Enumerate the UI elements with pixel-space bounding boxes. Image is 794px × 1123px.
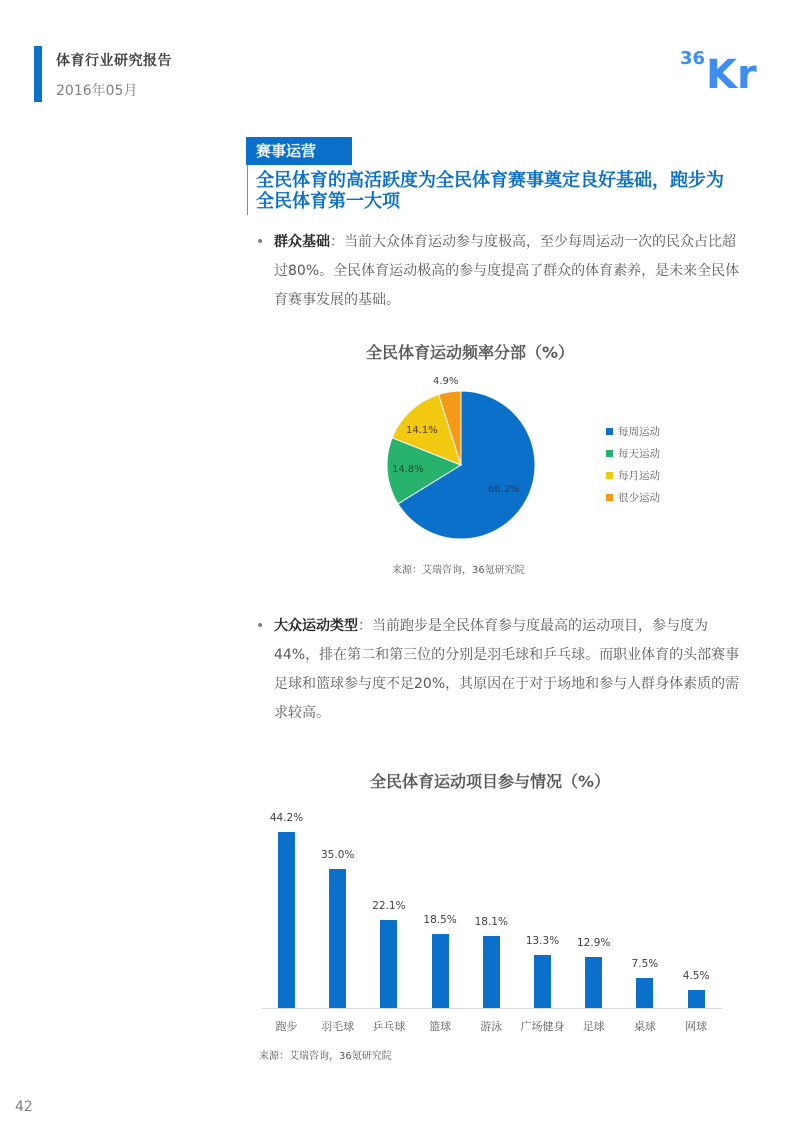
bar-chart-title: 全民体育运动项目参与情况（%） bbox=[369, 772, 611, 791]
bar bbox=[688, 990, 705, 1008]
pie-source-note: 来源：艾瑞咨询，36氪研究院 bbox=[392, 565, 525, 576]
pie-label-daily: 14.8% bbox=[392, 464, 424, 475]
legend-item-rarely: 很少运动 bbox=[606, 486, 660, 508]
bar-value-label: 18.5% bbox=[423, 914, 457, 927]
bullet-2-keyword: 大众运动类型 bbox=[274, 618, 358, 634]
bar-value-label: 12.9% bbox=[577, 936, 611, 949]
bar-source-note: 来源：艾瑞咨询，36氪研究院 bbox=[259, 1051, 392, 1062]
bar bbox=[636, 978, 653, 1008]
bar bbox=[585, 957, 602, 1008]
pie-label-monthly: 14.1% bbox=[406, 425, 438, 436]
pie-label-rarely: 4.9% bbox=[433, 376, 459, 387]
bar-chart-x-axis bbox=[262, 1008, 722, 1009]
bar bbox=[380, 920, 397, 1008]
bar-category-label: 桌球 bbox=[633, 1020, 656, 1033]
bar-category-label: 广场健身 bbox=[520, 1020, 565, 1033]
bar bbox=[432, 934, 449, 1008]
bar bbox=[534, 955, 551, 1008]
bar bbox=[278, 832, 295, 1008]
bar-value-label: 18.1% bbox=[474, 915, 508, 928]
pie-label-weekly: 66.2% bbox=[488, 484, 520, 495]
legend-item-daily: 每天运动 bbox=[606, 442, 660, 464]
bar-value-label: 44.2% bbox=[269, 812, 304, 825]
bullet-dot-icon: • bbox=[256, 618, 265, 634]
report-title: 体育行业研究报告 bbox=[56, 53, 172, 69]
logo-kr-text: Kr bbox=[706, 52, 757, 92]
bar-category-label: 网球 bbox=[685, 1020, 708, 1033]
pie-chart-title: 全民体育运动频率分部（%） bbox=[365, 343, 575, 362]
bar-value-label: 22.1% bbox=[372, 900, 406, 913]
legend-item-weekly: 每周运动 bbox=[606, 420, 660, 442]
bar-category-label: 游泳 bbox=[480, 1020, 503, 1033]
logo-36-text: 36 bbox=[680, 48, 706, 69]
bar-value-label: 4.5% bbox=[682, 970, 710, 983]
bar bbox=[483, 936, 500, 1008]
bar-category-label: 羽毛球 bbox=[321, 1020, 355, 1033]
bar-value-label: 7.5% bbox=[631, 958, 659, 971]
bullet-2-text: ：当前跑步是全民体育参与度最高的运动项目，参与度为44%，排在第二和第三位的分别是羽毛球和乒乓球。而职业体育的头部赛事足球和篮球参与度不足20%，其原因在于对于场地和参与人群身体素质的需求较高。 bbox=[274, 618, 740, 721]
legend-item-monthly: 每月运动 bbox=[606, 464, 660, 486]
bullet-1-keyword: 群众基础 bbox=[274, 234, 330, 250]
section-tag: 赛事运营 bbox=[246, 137, 352, 165]
bar-category-label: 篮球 bbox=[429, 1020, 452, 1033]
bar-value-label: 35.0% bbox=[321, 848, 355, 861]
page-number: 42 bbox=[15, 1099, 33, 1115]
bar-value-label: 13.3% bbox=[525, 935, 560, 948]
bullet-1-text: ：当前大众体育运动参与度极高，至少每周运动一次的民众占比超过80%。全民体育运动极高的参与度提高了群众的体育素养，是未来全民体育赛事发展的基础。 bbox=[274, 234, 740, 308]
bar bbox=[329, 869, 346, 1008]
report-date: 2016年05月 bbox=[56, 83, 138, 99]
bullet-dot-icon: • bbox=[256, 234, 265, 250]
section-headline: 全民体育的高活跃度为全民体育赛事奠定良好基础，跑步为全民体育第一大项 bbox=[256, 170, 724, 212]
bar-category-label: 跑步 bbox=[275, 1020, 298, 1033]
bar-category-label: 乒乓球 bbox=[372, 1020, 406, 1033]
bar-category-label: 足球 bbox=[582, 1020, 605, 1033]
